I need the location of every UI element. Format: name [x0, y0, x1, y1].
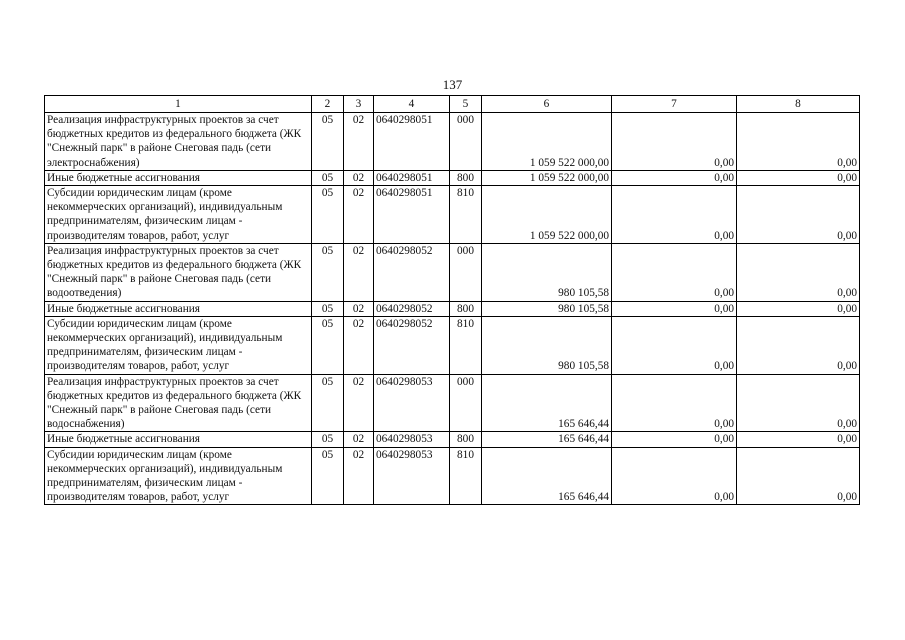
target-article-cell: 0640298053 — [374, 432, 450, 447]
amount-cell: 1 059 522 000,00 — [482, 113, 612, 171]
amount-cell: 165 646,44 — [482, 432, 612, 447]
subsection-cell: 02 — [344, 243, 374, 301]
section-cell: 05 — [312, 447, 344, 505]
subsection-cell: 02 — [344, 374, 374, 432]
target-article-cell: 0640298051 — [374, 186, 450, 244]
table-row — [45, 186, 860, 244]
amount-cell: 0,00 — [612, 243, 737, 301]
amount-cell: 1 059 522 000,00 — [482, 170, 612, 185]
expense-type-cell: 810 — [450, 186, 482, 244]
target-article-cell: 0640298051 — [374, 113, 450, 171]
amount-cell: 0,00 — [612, 170, 737, 185]
section-cell: 05 — [312, 301, 344, 316]
section-cell: 05 — [312, 113, 344, 171]
table-row — [45, 432, 860, 447]
amount-cell: 165 646,44 — [482, 447, 612, 505]
amount-cell: 0,00 — [612, 374, 737, 432]
amount-cell: 0,00 — [612, 301, 737, 316]
amount-cell: 0,00 — [612, 432, 737, 447]
row-name-cell: Субсидии юридическим лицам (кроме некоммерческих организаций), индивидуальным предпринимателям, физическим лицам - производителям товаров, работ, услуг — [45, 316, 312, 374]
page-number: 137 — [442, 77, 463, 92]
subsection-cell: 02 — [344, 113, 374, 171]
amount-cell: 0,00 — [612, 316, 737, 374]
amount-cell: 165 646,44 — [482, 374, 612, 432]
subsection-cell: 02 — [344, 447, 374, 505]
target-article-cell: 0640298053 — [374, 447, 450, 505]
row-name-cell: Иные бюджетные ассигнования — [45, 301, 312, 316]
row-name-cell: Иные бюджетные ассигнования — [45, 170, 312, 185]
target-article-cell: 0640298052 — [374, 301, 450, 316]
subsection-cell: 02 — [344, 170, 374, 185]
row-name-cell: Иные бюджетные ассигнования — [45, 432, 312, 447]
section-cell: 05 — [312, 316, 344, 374]
amount-cell: 0,00 — [737, 374, 860, 432]
row-name-cell: Субсидии юридическим лицам (кроме некоммерческих организаций), индивидуальным предпринимателям, физическим лицам - производителям товаров, работ, услуг — [45, 186, 312, 244]
expense-type-cell: 800 — [450, 432, 482, 447]
section-cell: 05 — [312, 374, 344, 432]
amount-cell: 0,00 — [737, 447, 860, 505]
subsection-cell: 02 — [344, 432, 374, 447]
amount-cell: 0,00 — [612, 447, 737, 505]
header-cell: 3 — [344, 96, 374, 113]
amount-cell: 0,00 — [737, 113, 860, 171]
target-article-cell: 0640298053 — [374, 374, 450, 432]
subsection-cell: 02 — [344, 301, 374, 316]
table-row — [45, 170, 860, 185]
header-cell: 4 — [374, 96, 450, 113]
expense-type-cell: 000 — [450, 113, 482, 171]
row-name-cell: Реализация инфраструктурных проектов за счет бюджетных кредитов из федерального бюджета (ЖК "Снежный парк" в районе Снеговая падь (сети электроснабжения) — [45, 113, 312, 171]
table-row — [45, 447, 860, 505]
expense-type-cell: 000 — [450, 243, 482, 301]
target-article-cell: 0640298052 — [374, 243, 450, 301]
amount-cell: 0,00 — [737, 316, 860, 374]
amount-cell: 1 059 522 000,00 — [482, 186, 612, 244]
amount-cell: 0,00 — [612, 113, 737, 171]
table-row — [45, 113, 860, 171]
header-cell: 6 — [482, 96, 612, 113]
section-cell: 05 — [312, 432, 344, 447]
header-cell: 2 — [312, 96, 344, 113]
table-row — [45, 316, 860, 374]
budget-table — [44, 95, 860, 505]
section-cell: 05 — [312, 170, 344, 185]
header-cell: 5 — [450, 96, 482, 113]
target-article-cell: 0640298052 — [374, 316, 450, 374]
table-row — [45, 301, 860, 316]
subsection-cell: 02 — [344, 316, 374, 374]
amount-cell: 0,00 — [737, 170, 860, 185]
amount-cell: 980 105,58 — [482, 301, 612, 316]
subsection-cell: 02 — [344, 186, 374, 244]
row-name-cell: Реализация инфраструктурных проектов за счет бюджетных кредитов из федерального бюджета (ЖК "Снежный парк" в районе Снеговая падь (сети водоотведения) — [45, 243, 312, 301]
header-row — [45, 96, 860, 113]
amount-cell: 0,00 — [737, 301, 860, 316]
header-cell: 1 — [45, 96, 312, 113]
expense-type-cell: 800 — [450, 170, 482, 185]
table-row — [45, 243, 860, 301]
amount-cell: 0,00 — [737, 432, 860, 447]
section-cell: 05 — [312, 186, 344, 244]
amount-cell: 980 105,58 — [482, 243, 612, 301]
header-cell: 8 — [737, 96, 860, 113]
header-cell: 7 — [612, 96, 737, 113]
amount-cell: 0,00 — [737, 243, 860, 301]
expense-type-cell: 800 — [450, 301, 482, 316]
row-name-cell: Субсидии юридическим лицам (кроме некоммерческих организаций), индивидуальным предпринимателям, физическим лицам - производителям товаров, работ, услуг — [45, 447, 312, 505]
amount-cell: 0,00 — [612, 186, 737, 244]
expense-type-cell: 810 — [450, 316, 482, 374]
amount-cell: 0,00 — [737, 186, 860, 244]
amount-cell: 980 105,58 — [482, 316, 612, 374]
target-article-cell: 0640298051 — [374, 170, 450, 185]
table-row — [45, 374, 860, 432]
row-name-cell: Реализация инфраструктурных проектов за счет бюджетных кредитов из федерального бюджета (ЖК "Снежный парк" в районе Снеговая падь (сети водоснабжения) — [45, 374, 312, 432]
expense-type-cell: 000 — [450, 374, 482, 432]
section-cell: 05 — [312, 243, 344, 301]
expense-type-cell: 810 — [450, 447, 482, 505]
